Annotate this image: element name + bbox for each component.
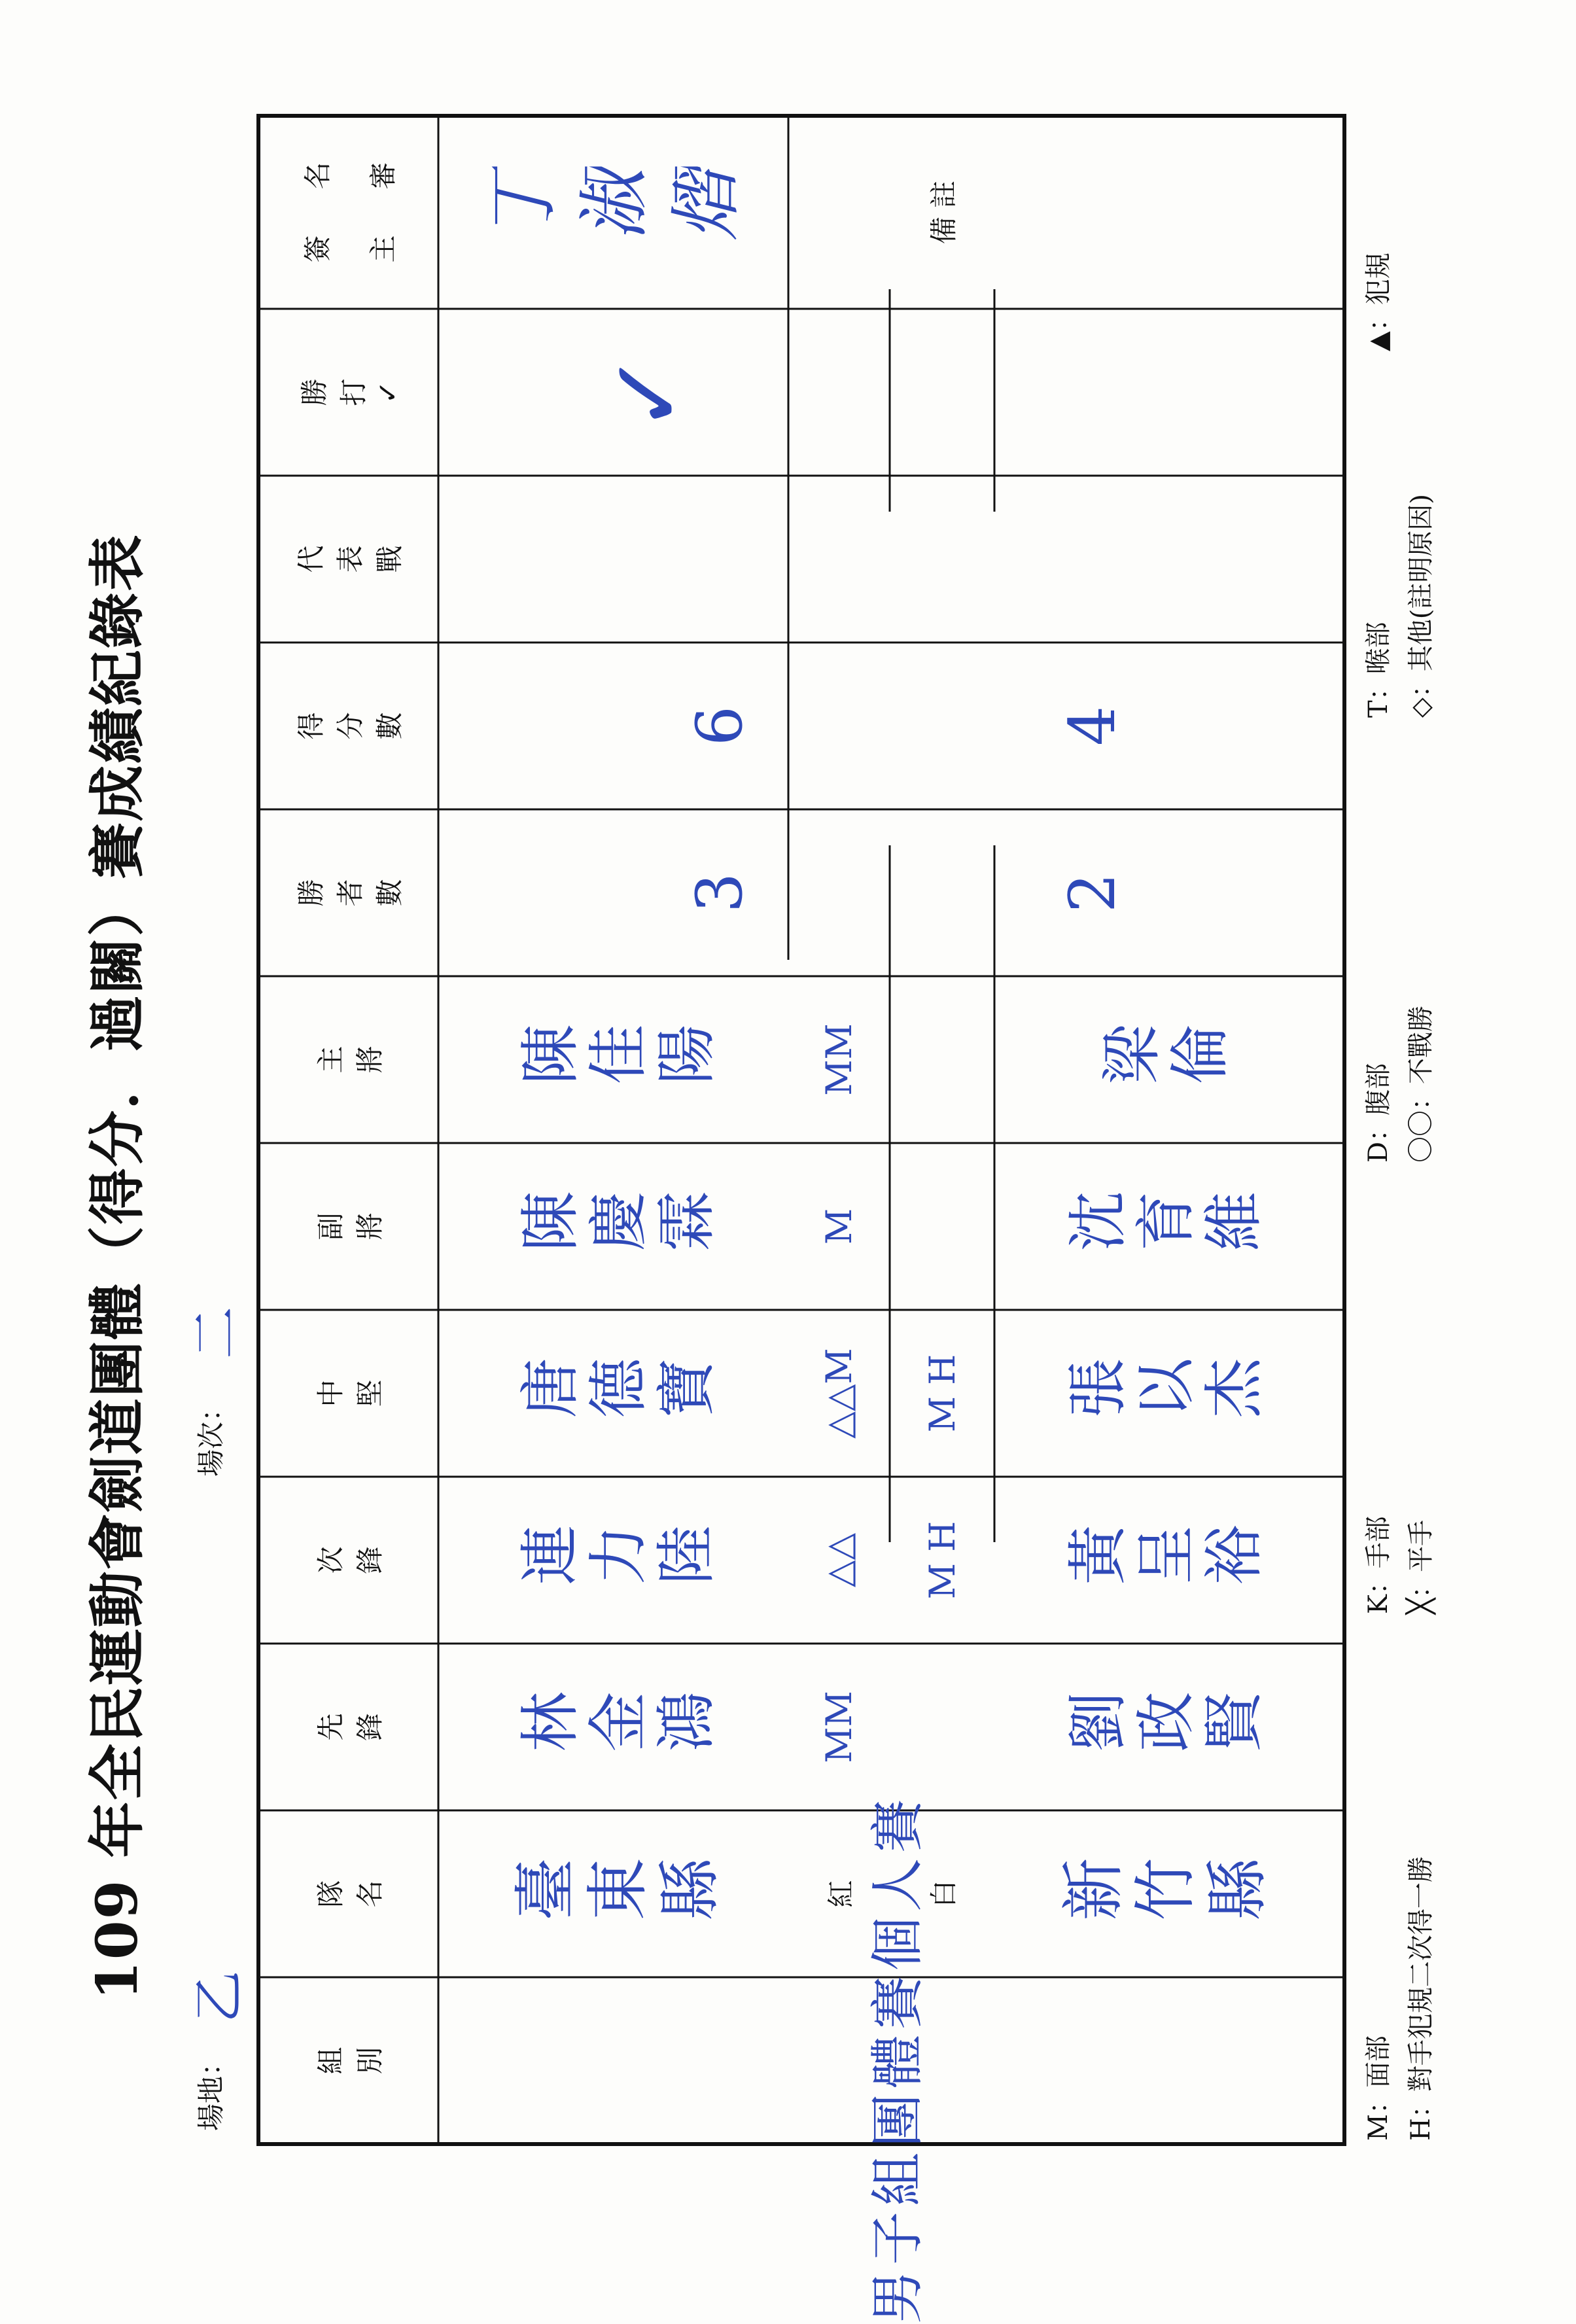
red-player-3-name: 唐德寶 bbox=[517, 1358, 722, 1428]
red-score-4 bbox=[788, 1143, 890, 1310]
white-player-4 bbox=[1001, 1143, 1335, 1310]
red-player-5-name: 陳佳陽 bbox=[517, 1024, 722, 1095]
legend-t: T：喉部 bbox=[1363, 622, 1393, 718]
page-title: 109 年全民運動會劍道團體（得分．過關）賽成績紀錄表 bbox=[84, 533, 150, 2000]
header-rep bbox=[258, 476, 438, 643]
red-score-1 bbox=[788, 1644, 890, 1810]
red-score-4-text: M bbox=[818, 1208, 860, 1245]
header-rep-char-2: 表 bbox=[334, 545, 366, 573]
red-label-text: 紅 bbox=[824, 1880, 857, 1908]
legend-m: M：面部 bbox=[1363, 2035, 1393, 2141]
white-side-label bbox=[890, 1810, 994, 1977]
header-group bbox=[258, 1977, 438, 2144]
header-pos1 bbox=[258, 1644, 438, 1810]
header-group-char-2: 別 bbox=[353, 2047, 386, 2075]
white-score-3-text: M H bbox=[921, 1354, 963, 1433]
header-pos3-char-1: 中 bbox=[314, 1379, 347, 1407]
header-pos2-char-2: 鋒 bbox=[353, 1546, 386, 1574]
referee-signature bbox=[458, 122, 785, 299]
header-points-char-2: 分 bbox=[334, 712, 366, 740]
check-icon: ✓ bbox=[591, 351, 705, 434]
header-pos2-char-1: 次 bbox=[314, 1546, 347, 1574]
red-player-3 bbox=[451, 1310, 788, 1477]
header-winner-mark bbox=[258, 309, 438, 476]
red-score-3 bbox=[788, 1310, 890, 1477]
red-score-1-text: MM bbox=[818, 1691, 860, 1763]
header-sign-char-1: 簽 bbox=[301, 235, 334, 263]
white-score-2-text: M H bbox=[921, 1521, 963, 1600]
header-winner-char-1: 勝 bbox=[298, 378, 330, 406]
white-player-3 bbox=[1001, 1310, 1335, 1477]
legend-diamond: ◇：其他(註明原因) bbox=[1406, 494, 1436, 718]
red-score-3-text: △△M bbox=[818, 1348, 860, 1439]
white-player-1 bbox=[1001, 1644, 1335, 1810]
header-team bbox=[258, 1810, 438, 1977]
header-remarks bbox=[890, 116, 994, 309]
white-player-3-name: 張以杰 bbox=[1066, 1358, 1270, 1428]
header-pos3 bbox=[258, 1310, 438, 1477]
white-player-1-name: 劉政賢 bbox=[1066, 1691, 1270, 1762]
red-wins bbox=[654, 809, 785, 976]
legend-k: K：手部 bbox=[1363, 1516, 1393, 1614]
header-winner-char-2: 打 bbox=[338, 378, 370, 406]
red-player-2-name: 連力陸 bbox=[517, 1524, 722, 1595]
white-points-value: 4 bbox=[1056, 705, 1129, 747]
header-pos2 bbox=[258, 1477, 438, 1644]
white-score-3 bbox=[890, 1310, 994, 1477]
header-group-char-1: 組 bbox=[314, 2047, 347, 2075]
legend-triangle: ▲：犯規 bbox=[1363, 253, 1393, 351]
header-pos4-char-2: 將 bbox=[353, 1212, 386, 1241]
white-points bbox=[1027, 643, 1158, 809]
white-player-5-name: 梁倫 bbox=[1100, 1024, 1236, 1095]
round-label: 場次： bbox=[195, 1394, 227, 1477]
white-player-2 bbox=[1001, 1477, 1335, 1644]
remarks-char-2: 註 bbox=[928, 180, 960, 208]
red-side-label bbox=[788, 1810, 890, 1977]
header-pos1-char-2: 鋒 bbox=[353, 1713, 386, 1741]
header-sign-char-4: 審 bbox=[366, 162, 399, 190]
white-score-1 bbox=[890, 1644, 994, 1810]
white-score-2 bbox=[890, 1477, 994, 1644]
white-score-4 bbox=[890, 1143, 994, 1310]
header-wins-char-2: 者 bbox=[334, 879, 366, 907]
round-value: 二 bbox=[185, 1307, 246, 1359]
white-player-4-name: 沈育維 bbox=[1066, 1191, 1270, 1261]
red-score-5 bbox=[788, 976, 890, 1143]
header-wins-char-1: 勝 bbox=[294, 879, 327, 907]
header-pos1-char-1: 先 bbox=[314, 1713, 347, 1741]
header-pos5-char-2: 將 bbox=[353, 1046, 386, 1074]
red-score-5-text: MM bbox=[818, 1023, 860, 1096]
header-wins bbox=[258, 809, 438, 976]
header-team-char-2: 名 bbox=[353, 1880, 386, 1908]
red-score-2 bbox=[788, 1477, 890, 1644]
white-score-5 bbox=[890, 976, 994, 1143]
header-winner-char-3: ✓ bbox=[372, 380, 404, 404]
header-rep-char-1: 代 bbox=[294, 545, 327, 573]
legend-oo: 〇〇：不戰勝 bbox=[1406, 1006, 1436, 1163]
red-team-name bbox=[451, 1810, 788, 1977]
red-player-5 bbox=[451, 976, 788, 1143]
header-points-char-3: 數 bbox=[373, 712, 406, 740]
header-team-char-1: 隊 bbox=[314, 1880, 347, 1908]
white-label-text: 白 bbox=[928, 1880, 960, 1908]
header-points bbox=[258, 643, 438, 809]
header-pos4 bbox=[258, 1143, 438, 1310]
legend-h: H：對手犯規二次得一勝 bbox=[1406, 1856, 1436, 2141]
header-pos4-char-1: 副 bbox=[314, 1212, 347, 1241]
red-player-4-name: 陳慶霖 bbox=[517, 1191, 722, 1261]
red-team-text: 臺東縣 bbox=[512, 1857, 728, 1931]
red-score-2-text: △△ bbox=[818, 1532, 860, 1588]
remarks-label bbox=[922, 181, 962, 244]
header-sign-char-3: 主 bbox=[366, 235, 399, 263]
white-player-5 bbox=[1001, 976, 1335, 1143]
white-wins-value: 2 bbox=[1056, 872, 1129, 913]
legend-x: ╳：平手 bbox=[1406, 1519, 1436, 1614]
venue-value: 乙 bbox=[188, 1971, 249, 2023]
group-value-text: 男子組團體賽個人賽 bbox=[866, 1793, 929, 2324]
red-points bbox=[654, 643, 785, 809]
white-team-text: 新竹縣 bbox=[1060, 1857, 1276, 1931]
red-player-1 bbox=[451, 1644, 788, 1810]
header-pos3-char-2: 堅 bbox=[353, 1379, 386, 1407]
winner-check bbox=[556, 309, 739, 476]
header-points-char-1: 得 bbox=[294, 712, 327, 740]
remarks-char-1: 備 bbox=[928, 217, 960, 245]
header-pos5-char-1: 主 bbox=[314, 1046, 347, 1074]
venue-label: 場地： bbox=[195, 2048, 227, 2131]
red-points-value: 6 bbox=[683, 705, 756, 747]
white-player-2-name: 黃呈裕 bbox=[1066, 1524, 1270, 1595]
red-wins-value: 3 bbox=[683, 872, 756, 913]
legend-d: D：腹部 bbox=[1363, 1063, 1393, 1163]
white-wins bbox=[1027, 809, 1158, 976]
header-pos5 bbox=[258, 976, 438, 1143]
signature-text: 丁淑熠 bbox=[484, 169, 759, 253]
header-wins-char-3: 數 bbox=[373, 879, 406, 907]
header-sign-char-2: 名 bbox=[301, 162, 334, 190]
red-player-2 bbox=[451, 1477, 788, 1644]
header-signature bbox=[258, 116, 438, 309]
white-team-name bbox=[1001, 1810, 1335, 1977]
red-player-1-name: 林金鴻 bbox=[517, 1691, 722, 1762]
red-player-4 bbox=[451, 1143, 788, 1310]
header-rep-char-3: 戰 bbox=[373, 545, 406, 573]
